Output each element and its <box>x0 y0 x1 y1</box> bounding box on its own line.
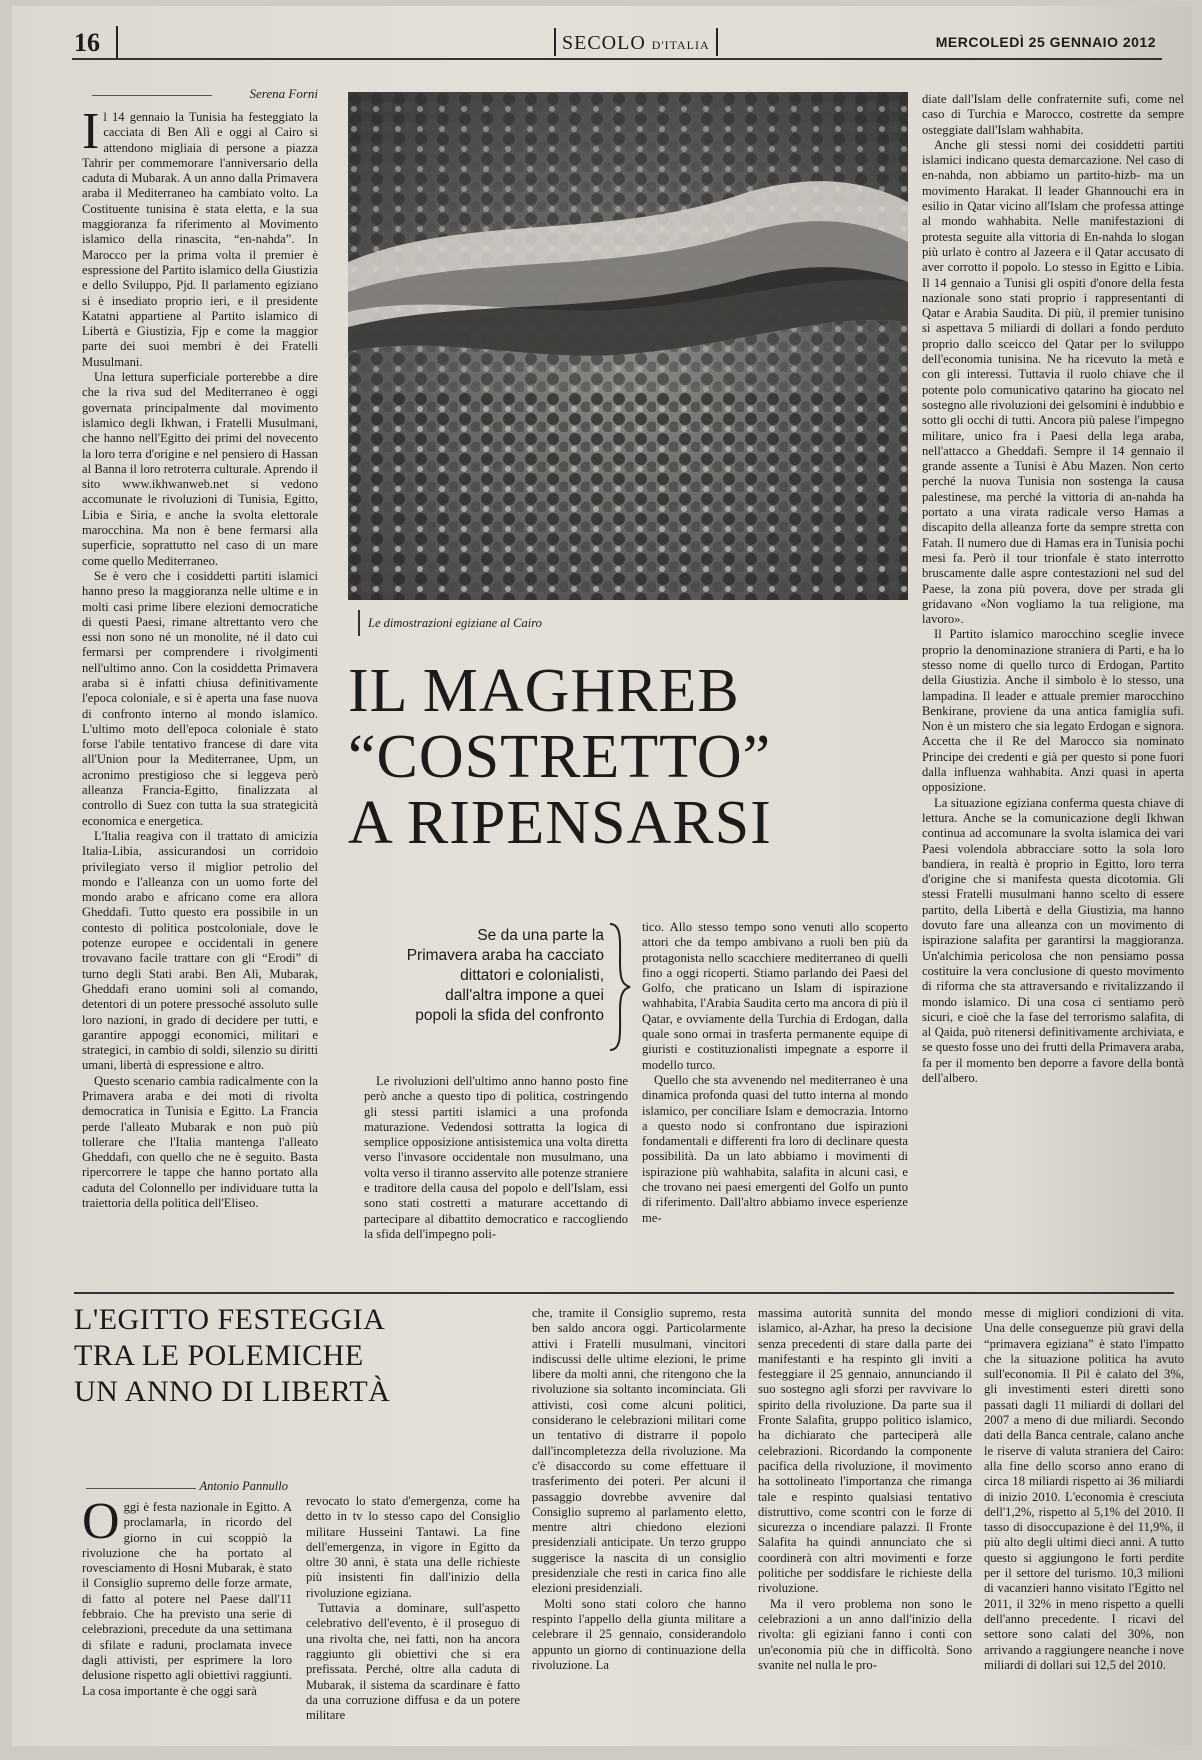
paragraph: Le rivoluzioni dell'ultimo anno hanno posto fine però anche a questo tipo di politica, costringendo gli stessi partiti islamici a una profonda maturazione. Vedendosi sottratta la logica di semplice opposizione antisistemica una volta diretta verso l'invasore occidentale non musulmano, una volta verso il tiranno asservito alle potenze straniere e traditore della causa del popolo e dell'Islam, essi sono stati costretti a maturare accettando di partecipare al dibattito democratico e raccogliendo la sfida dell'impegno poli- <box>364 1074 628 1241</box>
article2-column-5 <box>984 1306 1184 1673</box>
curly-brace-icon <box>608 922 632 1052</box>
article1-column-1 <box>82 103 318 1211</box>
paragraph: Anche gli stessi nomi dei cosiddetti partiti islamici indicano questa demarcazione. Nel caso di en-nahda, non abbiamo un partito-hizb- ma un movimento Harakat. Il leader Ghannouchi era in esilio in Qatar vicino all'Islam che professa attinge al mondo wahhabita. Nelle manifestazioni di protesta seguite alla vittoria di En-nahda lo slogan più urlato è contro al Jazeera e il Qatar accusato di aver corrotto il popolo. Lo stesso in Egitto e Libia. Il 14 gennaio a Tunisi gli ospiti d'onore della festa nazionale sono stati proprio i rappresentanti di Qatar e Arabia Saudita. Di più, il premier tunisino si aspettava 5 miliardi di dollari a fondo perduto proprio dallo sceicco del Qatar per lo sviluppo dell'economia tunisina. Ne ha ricevuto la metà e con gli interessi. Tuttavia il ruolo chiave che il potente polo comunicativo qatarino ha giocato nel sostegno alle rivoluzioni dei gelsomini è indubbio e sotto gli occhi di tutti. Ancora più palese l'impegno militare, unico fra i Paesi della lega araba, nell'attacco a Gheddafi. Sempre il 14 gennaio il grande assente a Tunisi è Abu Mazen. Non certo perché la nuova Tunisia non sostenga la causa palestinese, ma perché la vittoria di an-nahda ha portato a una virata radicale verso Hamas a discapito della alleanza forte da sempre stretta con Fatah. Il numero due di Hamas era in Tunisia pochi mesi fa. Però il tour trionfale è stato interrotto bruscamente dalle aspre contestazioni nel sud del Paese, la zona più povera, dove per strada gli gridavano «Non vogliamo la tua religione, ma lavoro». <box>922 137 1184 627</box>
paragraph: messe di migliori condizioni di vita. Una delle conseguenze più gravi della “primavera egiziana” è stato l'impatto che la situazione politica ha avuto sull'economia. Il Pil è calato del 3%, gli investimenti esteri diretti sono passati dagli 11 miliardi di dollari del 2007 a meno di due miliardi. Secondo dati della Banca centrale, calano anche le riserve di valuta straniera del Cairo: alla fine dello scorso anno erano di circa 18 miliardi rispetto ai 36 miliardi di inizio 2010. L'economia è cresciuta dell'1,2%, rispetto al 5,1% del 2010. Il tasso di disoccupazione è del 11,9%, il più alto degli ultimi dieci anni. A tutto questo si aggiungono le forti perdite per il settore del turismo. 10,3 milioni di vacanzieri hanno visitato l'Egitto nel 2011, il 32% in meno rispetto a quelli dell'anno precedente. I ricavi del settore sono calati del 30%, non arrivando a raggiungere neanche i nove miliardi di dollari sui 12,5 del 2010. <box>984 1306 1184 1672</box>
headline-line: UN ANNO DI LIBERTÀ <box>74 1375 391 1408</box>
paragraph: Tuttavia a dominare, sull'aspetto celebrativo dell'evento, è il proseguo di una rivolta che, nei fatti, non ha ancora raggiunto gli obiettivi che si era prefissata. Perché, oltre alla caduta di Mubarak, il sistema da scardinare è fatto da una corruzione diffusa e da un potere militare <box>306 1601 520 1723</box>
article2-byline: Antonio Pannullo <box>72 1479 288 1494</box>
paragraph: diate dall'Islam delle confraternite sufi, come nel caso di Turchia e Marocco, costrette da sempre osteggiate dall'Islam wahhabita. <box>922 92 1184 137</box>
article2-column-1 <box>82 1493 292 1699</box>
header-rule <box>72 58 1162 60</box>
paragraph: L'Italia reagiva con il trattato di amicizia Italia-Libia, assicurandosi un corridoio privilegiato verso il miglior petrolio del mondo e l'alleanza con un uomo forte del mondo arabo e africano come era allora Gheddafi. Tutto questo era possibile in un contesto di politica postcoloniale, dove le potenze europee e occidentali in genere trovavano facile trattare con gli “Erodi” di turno degli Stati arabi. Ben Alì, Mubarak, Gheddafi erano uomini soli al comando, detentori di un potere pressoché assoluto sulle loro nazioni, in grado di decidere per tutti, e garantire appoggi economici, militari e strategici, in cambio di soldi, silenzio su diritti umani, libertà di espressione e altro. <box>82 828 318 1073</box>
paragraph: che, tramite il Consiglio supremo, resta ben saldo ancora oggi. Particolarmente attivi i Fratelli musulmani, vincitori indiscussi delle ultime elezioni, le prime libere da molti anni, che ritengono che la rivoluzione sia soltanto incominciata. Gli attivisti, così come alcuni politici, considerano le celebrazioni militari come un tentativo di distrarre il popolo dall'incompletezza della rivoluzione. Ma c'è disaccordo su come effettuare il trasferimento dei poteri. Per alcuni il passaggio dovrebbe avvenire dal Consiglio supremo al parlamento eletto, mentre altri chiedono elezioni presidenziali anticipate. Un terzo gruppo suggerisce la nascita di un consiglio presidenziale che resti in carica fino alle elezioni presidenziali. <box>532 1306 746 1596</box>
paragraph: tico. Allo stesso tempo sono venuti allo scoperto attori che da tempo ambivano a ruoli ben più da protagonista nello scacchiere mediterraneo di quelli fino a oggi ricoperti. Stiamo parlando dei Paesi del Golfo, che praticano un Islam di ispirazione wahhabita, l'Arabia Saudita certo ma ancora di più il Qatar, e ovviamente della Turchia di Erdogan, dalla quale sono ormai in trasferta permanente equipe di giuristi e costituzionalisti impegnate a esporre il modello turco. <box>642 920 908 1072</box>
article1-byline: Serena Forni <box>82 86 318 102</box>
photo-caption: Le dimostrazioni egiziane al Cairo <box>368 616 542 630</box>
paragraph: Il Partito islamico marocchino sceglie invece proprio la denominazione straniera di Parti, e ha lo stesso nome di quello turco di Erdogan, Partito della Giustizia. Anche il simbolo è lo stesso, una lampadina. Il leader e attuale premier marocchino Benkirane, proviene da una antica famiglia sufi. Non è un mistero che sia legato Erdogan e signora. Accetta che il Re del Marocco sia nominato Principe dei credenti e già per questo si pone fuori dalla influenza wahhabita. Anzi quasi in aperta opposizione. <box>922 627 1184 795</box>
paragraph: Il 14 gennaio la Tunisia ha festeggiato la cacciata di Ben Alì e oggi al Cairo si attendono migliaia di persone a piazza Tahrir per commemorare l'anniversario della caduta di Mubarak. A un anno dalla Primavera araba il Mediterraneo ha cambiato volto. La Costituente tunisina è stata eletta, e la sua maggioranza fa riferimento al Movimento islamico della rinascita, “en-nahda”. In Marocco per la prima volta il premier è espressione del Partito islamico della Giustizia e dello Sviluppo, Pjd. Il parlamento egiziano si è insediato proprio ieri, e il presidente Katatni appartiene al Partito islamico di Libertà e Giustizia, Fjp e come la maggior parte dei suoi membri è dei Fratelli Musulmani. <box>82 103 318 369</box>
article2-column-2 <box>306 1494 520 1723</box>
paragraph: Questo scenario cambia radicalmente con la Primavera araba e dei moti di rivolta democratica in Tunisia e Egitto. La Francia perde l'alleato Mubarak e non può più tollerare che l'Italia mantenga l'alleato Gheddafi, con quello che ne è seguito. Basta ripercorrere le tappe che hanno portato alla caduta del Colonnello per individuare tutta la traiettoria della politica dell'Eliseo. <box>82 1073 318 1211</box>
page-number: 16 <box>74 28 100 57</box>
article1-column-2 <box>364 1074 628 1242</box>
paragraph: Quello che sta avvenendo nel mediterraneo è una dinamica profonda quasi del tutto interna al mondo islamico, per conciliare Islam e democrazia. Intorno a questo nodo si confrontano due ispirazioni fondamentali e differenti fra loro di declinare questa possibilità. Da un lato abbiamo i movimenti di ispirazione più wahhabita, salafita in alcuni casi, e che trovano nei paesi emergenti del Golfo un punto di riferimento. Dall'altro abbiamo invece esperienze me- <box>642 1072 908 1225</box>
drop-cap: I <box>82 103 100 160</box>
paragraph: Una lettura superficiale porterebbe a dire che la riva sud del Mediterraneo è oggi governata principalmente dal movimento islamico degli Ikhwan, i Fratelli Musulmani, che hanno nell'Egitto dei primi del novecento la loro terra d'origine e nel pensiero di Hassan al Banna il loro retroterra culturale. Aprendo il sito www.ikhwanweb.net si vedono accomunate le rivoluzioni di Tunisia, Egitto, Libia e Siria, e anche la svolta elettorale marocchina. Ma non è bene fermarsi alla superficie, soprattutto nel caso di un mare come quello Mediterraneo. <box>82 370 318 568</box>
article2-headline <box>74 1302 494 1410</box>
article2-column-3 <box>532 1306 746 1673</box>
article1-column-4 <box>922 92 1184 1086</box>
headline-line: “COSTRETTO” <box>348 723 772 791</box>
paragraph: Oggi è festa nazionale in Egitto. A proclamarla, in ricordo del giorno in cui scoppiò la rivoluzione che ha portato al rovesciamento di Hosni Mubarak, è stato il Consiglio supremo delle forze armate, di fatto al potere nel Paese dall'11 febbraio. Che ha previsto una serie di celebrazioni, precedute da una settimana di sfilate e raduni, proclamata invece dagli attivisti, per esprimere la loro delusione rispetto agli obiettivi raggiunti. La cosa importante è che oggi sarà <box>82 1493 292 1698</box>
article1-headline <box>348 658 908 856</box>
article2-column-4 <box>758 1306 972 1673</box>
paragraph: Se è vero che i cosiddetti partiti islamici hanno preso la maggioranza nelle ultime e in molti casi prime libere elezioni democratiche di questi Paesi, rimane altrettanto vero che essi non sono né un monolite, né il dato cui fermarsi per comprendere i rivolgimenti nell'ultimo anno. Con la cosiddetta Primavera araba si è infatti chiusa definitivamente l'epoca coloniale, e si è aperta una fase nuova di confronto interno al mondo islamico. L'ultimo moto dell'epoca coloniale è stato forse l'abile tentativo francese di dare vita all'Union pour la Mediterranee, Upm, un acronimo prestigioso che si leggeva però alleanza Francia-Egitto, finalizzata al controllo di Suez con tutta la sua strategicità economica e energetica. <box>82 568 318 828</box>
article1-summary: Se da una parte la Primavera araba ha cacciato dittatori e colonialisti, dall'altra impone a quei popoli la sfida del confronto <box>406 927 604 1024</box>
folio-rule <box>116 26 118 58</box>
headline-line: IL MAGHREB <box>348 657 740 725</box>
issue-date: MERCOLEDÌ 25 GENNAIO 2012 <box>935 34 1156 50</box>
headline-line: TRA LE POLEMICHE <box>74 1339 364 1372</box>
crowd-photo-graphic <box>348 92 908 600</box>
newspaper-page <box>12 6 1192 1746</box>
masthead-subtitle: D'ITALIA <box>651 38 710 52</box>
headline-line: A RIPENSARSI <box>348 789 772 857</box>
paragraph: revocato lo stato d'emergenza, come ha detto in tv lo stesso capo del Consiglio militare Husseini Tantawi. La fine dell'emergenza, in vigore in Egitto da oltre 30 anni, è stata una delle richieste più insistenti fin dall'inizio della rivoluzione egiziana. <box>306 1494 520 1600</box>
paragraph: Molti sono stati coloro che hanno respinto l'appello della giunta militare a celebrare il 25 gennaio, considerandolo appunto un giorno di continuazione della rivoluzione. La <box>532 1596 746 1672</box>
section-divider <box>74 1292 1174 1294</box>
paragraph: massima autorità sunnita del mondo islamico, al-Azhar, ha preso la decisione senza precedenti di stare dalla parte dei manifestanti e ha respinto gli inviti a festeggiare il 25 gennaio, annunciando il suo sostegno agli sforzi per ravvivare lo spirito della rivoluzione. Da parte sua il Fronte Salafita, gruppo politico islamico, ha dichiarato che parteciperà alle celebrazioni. Ricordando la componente pacifica della rivoluzione, il movimento ha sottolineato l'importanza che rimanga tale e respinto qualsiasi tentativo distruttivo, come scontri con le forze di sicurezza o incendiare palazzi. Il Fronte Salafita ha quindi annunciato che si coordinerà con altri movimenti e forze politiche per soddisfare le richieste della rivoluzione. <box>758 1306 972 1596</box>
masthead <box>562 32 710 55</box>
masthead-title: SECOLO <box>562 32 646 54</box>
paragraph: La situazione egiziana conferma questa chiave di lettura. Anche se la comunicazione degli Ikhwan continua ad accomunare la svolta islamica dei vari Paesi volendola abbracciare sotto la sola loro bandiera, in realtà è proprio in Egitto, loro terra d'origine che si manifesta questa dicotomia. Gli stessi Fratelli musulmani hanno scelto di essere partito, della Libertà e della Giustizia, ma hanno dovuto fare una alleanza con un movimento di ispirazione salafita per garantirsi la maggioranza. Un'alchimia pericolosa che non pensiamo possa costituire la vera conclusione di questo movimento di riforma che sta attraversando e rivitalizzando il mondo islamico. Di una cosa ci sentiamo però sicuri, e cioè che la fase del terrorismo salafita, di al Qaida, può ritenersi definitivamente archiviata, e se questo fosse uno dei frutti della Primavera araba, fa per il momento ben deporre a favore della bontà dell'albero. <box>922 795 1184 1085</box>
drop-cap: O <box>82 1493 120 1550</box>
protest-photo <box>348 92 908 600</box>
article1-column-3 <box>642 920 908 1226</box>
headline-line: L'EGITTO FESTEGGIA <box>74 1303 386 1336</box>
paragraph: Ma il vero problema non sono le celebrazioni a un anno dall'inizio della rivolta: gli egiziani fanno i conti con un'economia più che in difficoltà. Sono svanite nel nulla le pro- <box>758 1596 972 1672</box>
